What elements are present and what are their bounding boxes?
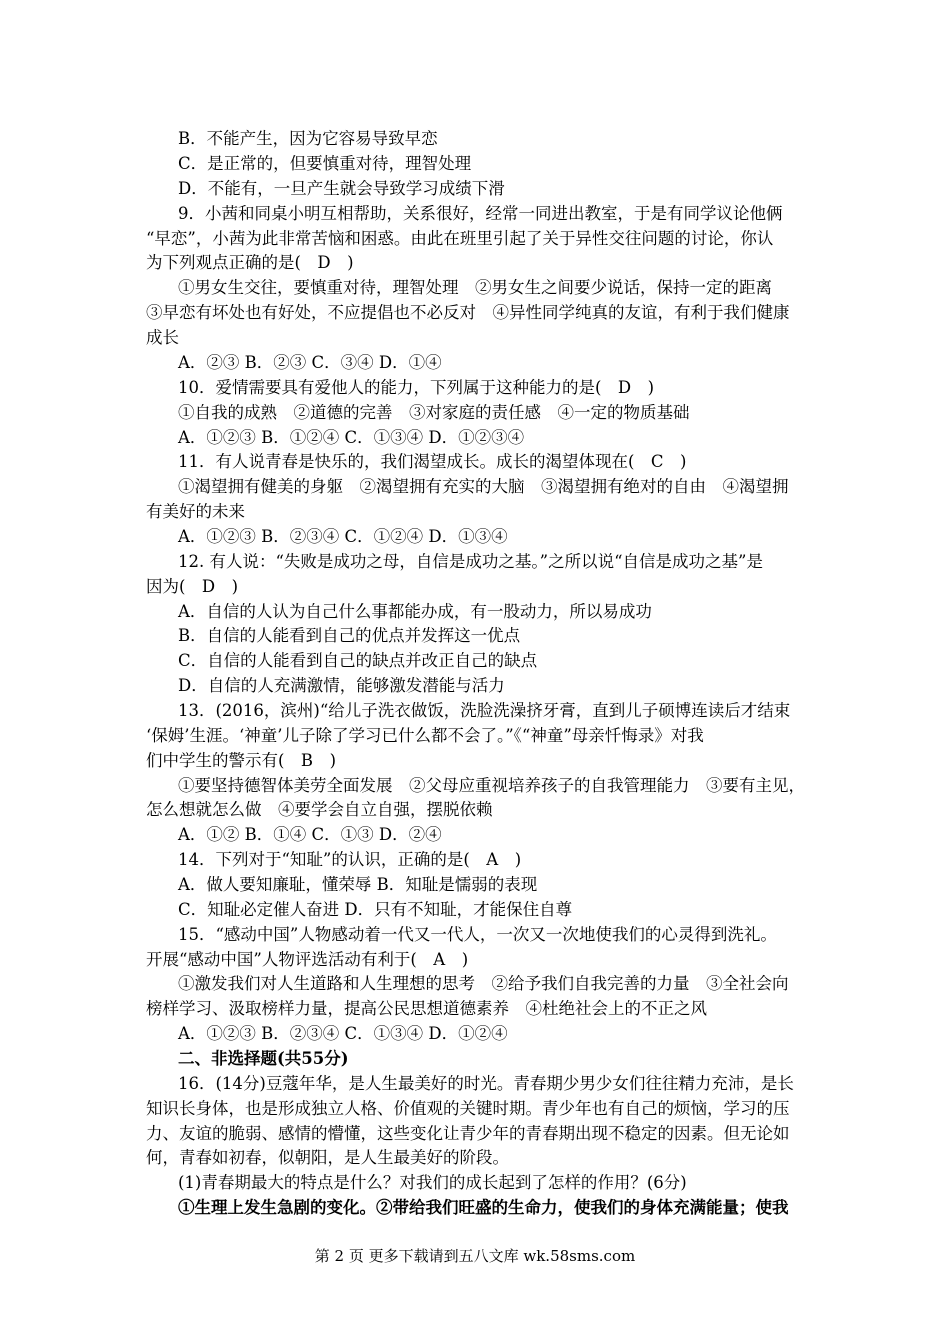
question-15-stem: 15．“感动中国”人物感动着一代又一代人，一次又一次地使我们的心灵得到洗礼。 <box>178 925 777 944</box>
option-12c: C．自信的人能看到自己的缺点并改正自己的缺点 <box>178 651 538 670</box>
question-14-options-ab: A．做人要知廉耻，懂荣辱 B．知耻是懦弱的表现 <box>178 875 538 894</box>
question-14-options-cd: C．知耻必定催人奋进 D．只有不知耻，才能保住自尊 <box>178 900 573 919</box>
question-15-items: ①激发我们对人生道路和人生理想的思考 ②给予我们自我完善的力量 ③全社会向 <box>178 974 789 993</box>
question-11-items: ①渴望拥有健美的身躯 ②渴望拥有充实的大脑 ③渴望拥有绝对的自由 ④渴望拥 <box>178 477 789 496</box>
option-8d: D．不能有，一旦产生就会导致学习成绩下滑 <box>178 179 505 198</box>
question-13-items-end: 怎么想就怎么做 ④要学会自立自强，摆脱依赖 <box>146 800 493 819</box>
section-heading: 二、非选择题(共55分) <box>178 1049 349 1068</box>
question-9-options: A．②③ B．②③ C．③④ D．①④ <box>178 353 442 372</box>
question-12-stem: 12. 有人说：“失败是成功之母，自信是成功之基。”之所以说“自信是成功之基”是 <box>178 552 763 571</box>
question-16-stem: 16．(14分)豆蔻年华，是人生最美好的时光。青春期少男少女们往往精力充沛，是长 <box>178 1074 794 1093</box>
question-9-items-cont: ③早恋有坏处也有好处，不应提倡也不必反对 ④异性同学纯真的友谊，有利于我们健康 <box>146 303 790 322</box>
option-12d: D．自信的人充满激情，能够激发潜能与活力 <box>178 676 505 695</box>
question-15-options: A．①②③ B．②③④ C．①③④ D．①②④ <box>178 1024 508 1043</box>
question-15-stem-end: 开展“感动中国”人物评选活动有利于( A ) <box>146 950 469 969</box>
question-13-items: ①要坚持德智体美劳全面发展 ②父母应重视培养孩子的自我管理能力 ③要有主见， <box>178 776 805 795</box>
option-8b: B．不能产生，因为它容易导致早恋 <box>178 129 438 148</box>
option-8c: C．是正常的，但要慎重对待，理智处理 <box>178 154 472 173</box>
question-11-options: A．①②③ B．②③④ C．①②④ D．①③④ <box>178 527 508 546</box>
option-12a: A．自信的人认为自己什么事都能办成，有一股动力，所以易成功 <box>178 602 652 621</box>
question-16-stem-2: 知识长身体，也是形成独立人格、价值观的关键时期。青少年也有自己的烦恼，学习的压 <box>146 1099 790 1118</box>
question-14-stem: 14．下列对于“知耻”的认识，正确的是( A ) <box>178 850 522 869</box>
question-11-stem: 11．有人说青春是快乐的，我们渴望成长。成长的渴望体现在( C ) <box>178 452 687 471</box>
option-12b: B．自信的人能看到自己的优点并发挥这一优点 <box>178 626 521 645</box>
question-16-subquestion-1: (1)青春期最大的特点是什么？对我们的成长起到了怎样的作用？(6分) <box>178 1173 687 1192</box>
question-16-stem-4: 何，青春如初春，似朝阳，是人生最美好的阶段。 <box>146 1148 509 1167</box>
question-10-options: A．①②③ B．①②④ C．①③④ D．①②③④ <box>178 428 525 447</box>
question-9-items-end: 成长 <box>146 328 179 347</box>
question-13-stem-end: 们中学生的警示有( B ) <box>146 751 336 770</box>
question-9-stem-end: 为下列观点正确的是( D ) <box>146 253 354 272</box>
question-9-stem: 9．小茜和同桌小明互相帮助，关系很好，经常一同进出教室，于是有同学议论他俩 <box>178 204 783 223</box>
question-10-items: ①自我的成熟 ②道德的完善 ③对家庭的责任感 ④一定的物质基础 <box>178 403 690 422</box>
question-13-stem-cont: ‘保姆’生涯。‘神童’儿子除了学习已什么都不会了。”《“神童”母亲忏悔录》对我 <box>146 726 704 745</box>
question-13-stem: 13．(2016，滨州)“给儿子洗衣做饭，洗脸洗澡挤牙膏，直到儿子硕博连读后才结束 <box>178 701 791 720</box>
question-9-stem-cont: “早恋”，小茜为此非常苦恼和困惑。由此在班里引起了关于异性交往问题的讨论，你认 <box>146 229 774 248</box>
question-12-stem-end: 因为( D ) <box>146 577 239 596</box>
question-15-items-end: 榜样学习、汲取榜样力量，提高公民思想道德素养 ④杜绝社会上的不正之风 <box>146 999 707 1018</box>
answer-16-1: ①生理上发生急剧的变化。②带给我们旺盛的生命力，使我们的身体充满能量；使我 <box>178 1198 789 1217</box>
question-11-items-end: 有美好的未来 <box>146 502 245 521</box>
question-13-options: A．①② B．①④ C．①③ D．②④ <box>178 825 442 844</box>
question-16-stem-3: 力、友谊的脆弱、感情的懵懂，这些变化让青少年的青春期出现不稳定的因素。但无论如 <box>146 1124 790 1143</box>
page-footer: 第 2 页 更多下载请到五八文库 wk.58sms.com <box>314 1247 636 1265</box>
question-9-items: ①男女生交往，要慎重对待，理智处理 ②男女生之间要少说话，保持一定的距离 <box>178 278 772 297</box>
question-10-stem: 10．爱情需要具有爱他人的能力，下列属于这种能力的是( D ) <box>178 378 655 397</box>
